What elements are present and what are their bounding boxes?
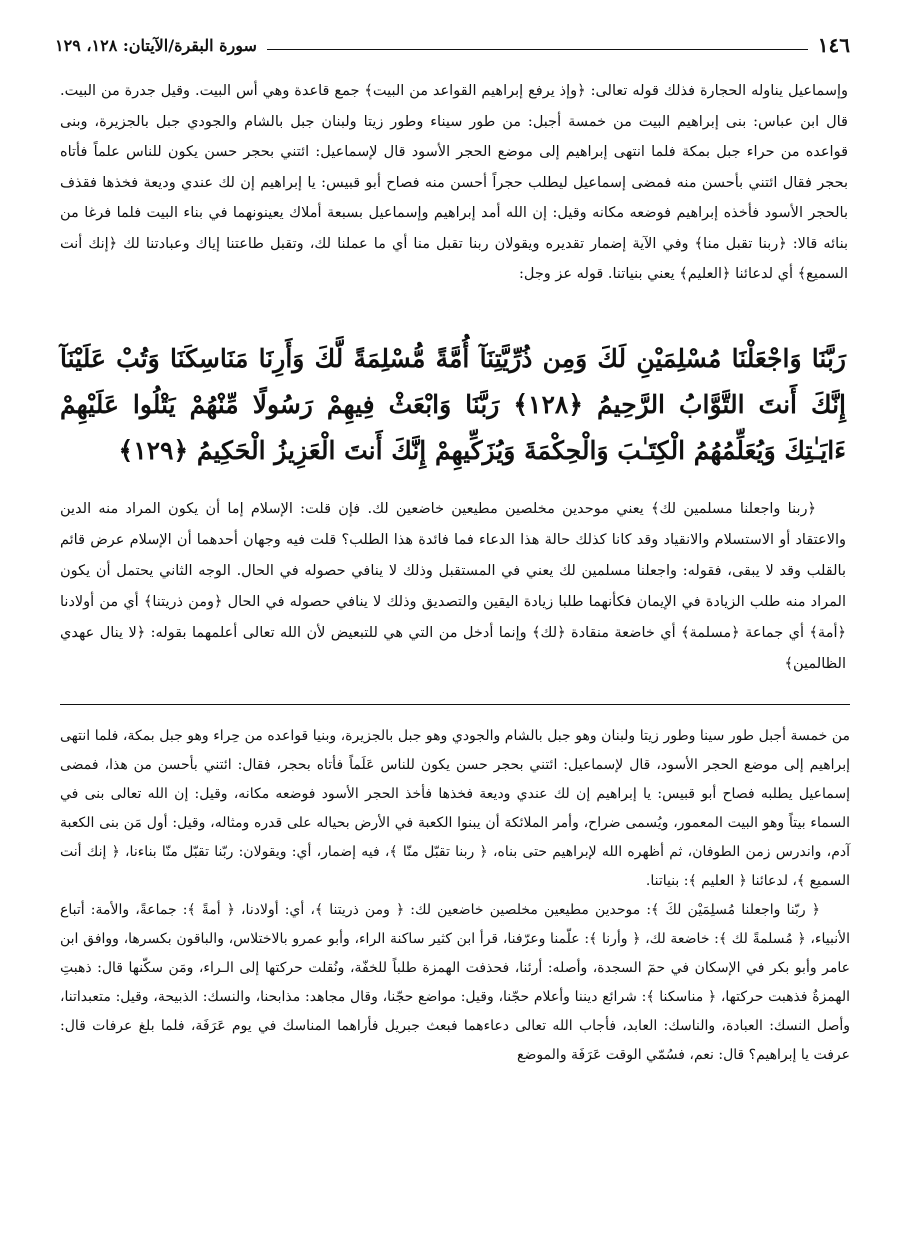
footnote-paragraph-1: من خمسة أجبل طور سينا وطور زيتا ولبنان وهو جبل بالشام والجودي وهو جبل بالجزيرة، وبنيا قواعده من حِراء وهو جبل بمكة، فلما انتهى إبراهيم إلى موضع الحجر الأسود، قال لإسماعيل: ائتني بحجر حسن يكون للناس عَلَماً فأتاه بحجر، فقال: ائتني بأحسن من هذا، فمضى إسماعيل يطلبه فصاح أبو قبيس: يا إبراهيم إن لك عندي وديعة فخذها فأخذ الحجر الأسود فوضعه مكانه، وقيل: إن الله تعالى بنى في السماء بيتاً وهو البيت المعمور، ويُسمى ضراح، وأمر الملائكة أن يبنوا الكعبة في الأرض بحياله على قدره ومثاله، وقيل: أول مَن بنى الكعبة آدم، واندرس زمن الطوفان، ثم أظهره الله لإبراهيم حتى بناه، ﴿ ربنا تقبّل منّا ﴾، فيه إضمار، أي: ويقولان: ربّنا تقبّل منّا بناءنا، ﴿ إنك أنت السميع ﴾، لدعائنا ﴿ العليم ﴾: بنياتنا. [60, 728, 850, 889]
footnote-text [60, 722, 850, 1070]
page-header [55, 30, 850, 60]
tafsir-paragraph: وإسماعيل يناوله الحجارة فذلك قوله تعالى: ﴿وإذ يرفع إبراهيم القواعد من البيت﴾ جمع قاعدة وهي أس البيت. وقيل جدرة من البيت. قال ابن عباس: بنى إبراهيم البيت من خمسة أجبل: من طور سيناء وطور زيتا ولبنان جبل بالشام والجودي جبل بالجزيرة، وبنى قواعده من حراء جبل بمكة فلما انتهى إبراهيم إلى موضع الحجر الأسود قال لإسماعيل: ائتني بحجر حسن يكون للناس علماً فأتاه بحجر فقال ائتني بأحسن منه فمضى إسماعيل ليطلب حجراً أحسن منه فصاح أبو قبيس: يا إبراهيم إن لك عندي وديعة فخذها فقذف بالحجر الأسود فأخذه إبراهيم فوضعه مكانه وقيل: إن الله أمد إبراهيم وإسماعيل بسبعة أملاك يعينونهما في بناء البيت فلما فرغا من بنائه قالا: ﴿ربنا تقبل منا﴾ وفي الآية إضمار تقديره ويقولان ربنا تقبل منا أي ما عملنا لك، وتقبل طاعتنا إياك وعبادتنا لك ﴿إنك أنت السميع﴾ أي لدعائنا ﴿العليم﴾ يعني بنياتنا. قوله عز وجل: [60, 83, 848, 282]
footnote-divider [60, 704, 850, 705]
page-number: ١٤٦ [817, 33, 850, 57]
commentary-text [60, 494, 846, 680]
running-title: سورة البقرة/الآيتان: ١٢٨، ١٢٩ [55, 35, 257, 55]
commentary-paragraph: ﴿ربنا واجعلنا مسلمين لك﴾ يعني موحدين مخلصين مطيعين خاضعين لك. فإن قلت: الإسلام إما أن يكون المراد منه الدين والاعتقاد أو الاستسلام والانقياد وقد كانا كذلك حالة هذا الدعاء فما فائدة هذا الطلب؟ قلت فيه وجهان أحدهما أن الإسلام عرض قائم بالقلب وقد لا يبقى، فقوله: واجعلنا مسلمين لك يعني في المستقبل وذلك لا ينافي حصوله في الحال. الوجه الثاني يحتمل أن يكون المراد منه طلب الزيادة في الإيمان فكأنهما طلبا زيادة اليقين والتصديق وذلك لا ينافي حصوله في الحال ﴿ومن ذريتنا﴾ أي من أولادنا ﴿أمة﴾ أي جماعة ﴿مسلمة﴾ أي خاضعة منقادة ﴿لك﴾ وإنما أدخل من التي هي للتبعيض لأن الله تعالى أعلمهما بقوله: ﴿لا ينال عهدي الظالمين﴾ [60, 501, 846, 672]
footnote-paragraph-2: ﴿ ربّنا واجعلنا مُسلِمَيْن لكَ ﴾: موحدين مطيعين مخلصين خاضعين لك: ﴿ ومن ذريتنا ﴾، أي: أولادنا، ﴿ أمةً ﴾: جماعةً، والأمة: أتباع الأنبياء، ﴿ مُسلمةً لك ﴾: خاضعة لك، ﴿ وأرنا ﴾: علّمنا وعرّفنا، قرأ ابن كثير ساكنة الراء، وأبو عمرو بالاختلاس، والباقون بكسرها، ووافق ابن عامر وأبو بكر في الإسكان في حمٓ السجدة، وأصله: أرئنا، فحذفت الهمزة طلباً للخفّة، ونُقلت حركتها إلى الـراء، ومَن سكّنها قال: ذهبتِ الهمزةُ فذهبت حركتها، ﴿ مناسكنا ﴾: شرائع ديننا وأعلام حجّنا، وقيل: مواضع حجّنا، وقال مجاهد: مذابحنا، والنسك: الذبيحة، وقيل: متعبداتنا، وأصل النسك: العبادة، والناسك: العابد، فأجاب الله تعالى دعاءهما فبعث جبريل فأراهما المناسك في يوم عَرَفَة، فلما بلغ عرفات قال: عرفت يا إبراهيم؟ قال: نعم، فسُمّي الوقت عَرَفَة والموضع [60, 902, 850, 1063]
tafsir-text [60, 76, 848, 290]
header-rule [267, 49, 808, 50]
quran-text: رَبَّنَا وَاجْعَلْنَا مُسْلِمَيْنِ لَكَ وَمِن ذُرِّيَّتِنَآ أُمَّةً مُّسْلِمَةً لَّكَ وَأَرِنَا مَنَاسِكَنَا وَتُبْ عَلَيْنَآ إِنَّكَ أَنتَ التَّوَّابُ الرَّحِيمُ ﴿١٢٨﴾ رَبَّنَا وَابْعَثْ فِيهِمْ رَسُولًا مِّنْهُمْ يَتْلُوا عَلَيْهِمْ ءَايَـٰتِكَ وَيُعَلِّمُهُمُ الْكِتَـٰبَ وَالْحِكْمَةَ وَيُزَكِّيهِمْ إِنَّكَ أَنتَ الْعَزِيزُ الْحَكِيمُ ﴿١٢٩﴾ [60, 344, 846, 465]
quran-verses [60, 336, 846, 474]
